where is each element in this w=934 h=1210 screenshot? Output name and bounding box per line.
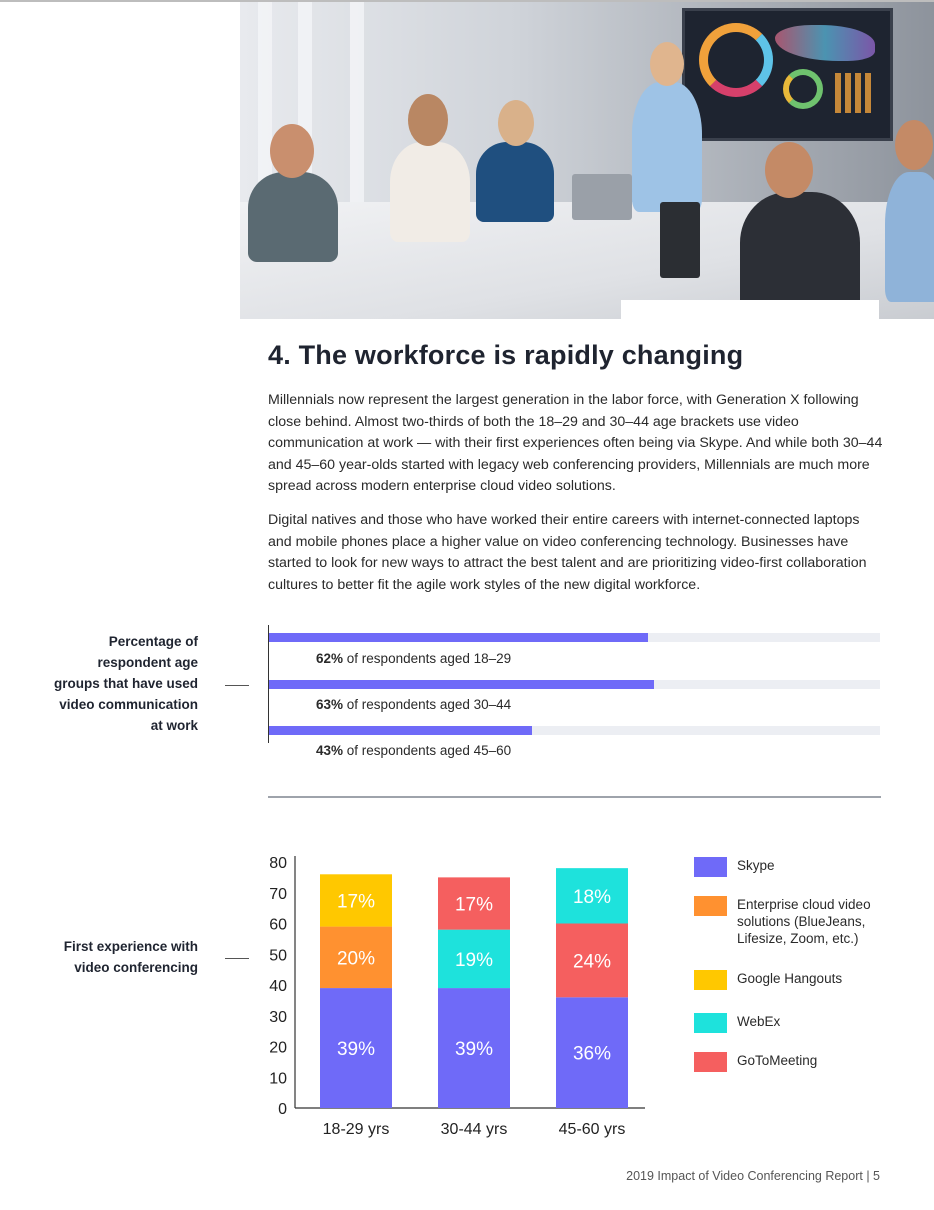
legend-label: Google Hangouts [737,971,843,986]
data-label: 18% [572,886,612,908]
y-tick-label: 60 [269,916,287,934]
usage-value: 62% [316,651,344,666]
label-line: respondent age [97,655,198,670]
y-tick-label: 10 [269,1070,287,1088]
legend-item [694,896,887,947]
category-label: 18-29 yrs [322,1121,390,1138]
y-tick-label: 40 [269,978,287,995]
usage-bar-label [316,743,511,758]
data-label: 20% [336,948,376,970]
usage-bar-label [316,697,511,712]
usage-chart-label [8,631,198,736]
y-tick-label: 50 [269,947,287,965]
usage-bar-18-29 [269,633,648,642]
category-label: 30-44 yrs [440,1121,508,1138]
y-tick-label: 0 [278,1101,287,1118]
usage-bar-track [269,680,880,689]
usage-bar-track [269,726,880,735]
category-label: 45-60 yrs [558,1121,626,1138]
usage-text: of respondents aged 30–44 [346,697,512,712]
legend-label: GoToMeeting [737,1053,818,1068]
usage-text: of respondents aged 45–60 [346,743,512,758]
label-connector [225,685,249,686]
legend-swatch [694,1052,727,1072]
legend-label: Enterprise cloud video solutions (BlueJeans, Lifesize, Zoom, etc.) [737,897,871,946]
legend-swatch [694,1013,727,1033]
usage-bar-30-44 [269,680,654,689]
usage-value: 63% [316,697,344,712]
first-experience-chart [255,845,655,1145]
section-divider [268,796,881,798]
legend-item [694,970,887,990]
label-line: First experience with [63,939,198,954]
data-label: 24% [572,951,612,973]
label-line: Percentage of [108,634,198,649]
legend-label: Skype [737,858,775,873]
intro-paragraph: Millennials now represent the largest generation in the labor force, with Generation X following close behind. Almost two-thirds of both the 18–29 and 30–44 age brackets use video communication at work — with their first experiences often being via Skype. And while both 30–44 and 45–60 year-olds started with legacy web conferencing providers, Millennials are much more spread across modern enterprise cloud video solutions. [268,392,883,494]
usage-bar-45-60 [269,726,532,735]
label-line: groups that have used [53,676,198,691]
data-label: 17% [336,891,376,913]
y-tick-label: 30 [269,1008,287,1026]
section-title: 4. The workforce is rapidly changing [268,340,744,370]
usage-bar-track [269,633,880,642]
data-label: 39% [454,1039,494,1061]
data-label: 36% [572,1043,612,1065]
meeting-photo [240,2,934,319]
label-line: at work [150,718,198,733]
first-experience-label [8,936,198,978]
legend-item [694,1052,887,1072]
legend-swatch [694,896,727,916]
y-tick-label: 20 [269,1039,287,1057]
legend-item [694,857,887,877]
label-line: video communication [59,697,198,712]
legend-label: WebEx [737,1014,781,1029]
legend-swatch [694,857,727,877]
usage-value: 43% [316,743,344,758]
body-paragraph: Digital natives and those who have worked their entire careers with internet-connected laptops and mobile phones place a higher value on video conferencing technology. Businesses have started to look for new ways to attract the best talent and are prioritizing video-first collaboration cultures to better fit the agile work styles of the new digital workforce. [268,512,867,593]
y-tick-label: 70 [269,885,287,903]
legend-swatch [694,970,727,990]
usage-text: of respondents aged 18–29 [346,651,512,666]
y-tick-label: 80 [269,855,287,872]
page-footer: 2019 Impact of Video Conferencing Report | 5 [626,1169,880,1183]
label-line: video conferencing [74,960,198,975]
data-label: 39% [336,1039,376,1061]
usage-bar-label [316,651,511,666]
presentation-screen [682,8,893,141]
label-connector [225,958,249,959]
legend-item [694,1013,887,1033]
data-label: 19% [454,949,494,971]
data-label: 17% [454,894,494,916]
